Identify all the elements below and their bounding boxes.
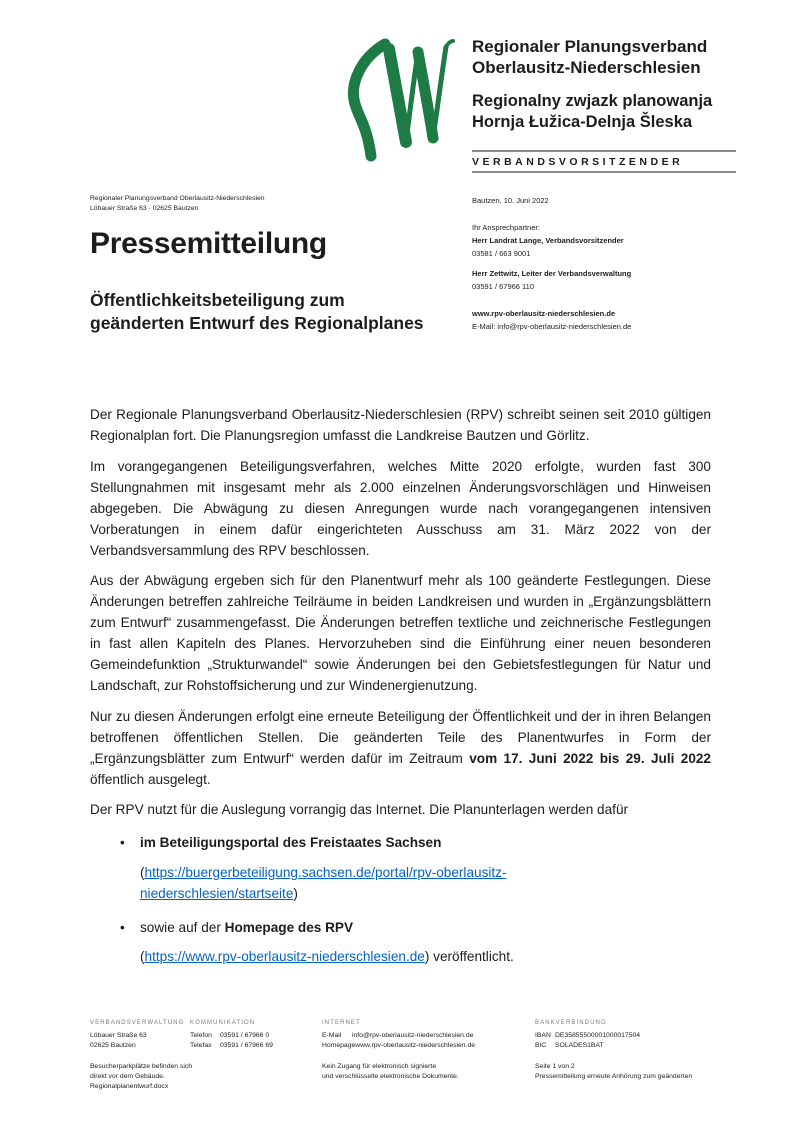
paren-open: ( [140,864,145,880]
footer-fax-label: Telefax [190,1042,212,1049]
footer-email-row [322,1031,530,1041]
paragraph-4-text: Nur zu diesen Änderungen erfolgt eine erneute Beteiligung der Öffentlichkeit und der in ihren Belangen betroffenen öffentlichen Stellen. Die geänderten Teile des Planentwurfes in Form der „Ergänzungsblätter zum Entwurf“ werden dafür im Zeitraum [90,708,711,766]
sender-line1: Regionaler Planungsverband Oberlausitz-Niederschlesien [90,195,265,202]
footer-parking-note-line2: direkt vor dem Gebäude. [90,1073,165,1080]
portal-link-line [140,862,610,904]
list-item-portal [90,832,711,904]
footer-homepage-value: www.rpv-oberlausitz-niederschlesien.de [355,1042,476,1049]
bullet-icon: • [120,919,125,935]
footer-column-bank [535,1018,725,1082]
paragraph-1: Der Regionale Planungsverband Oberlausitz-Niederschlesien (RPV) schreibt seinen seit 2010 gültigen Regionalplan fort. Die Planungsregion umfasst die Landkreise Bautzen und Görlitz. [90,407,711,443]
footer-email-value: info@rpv-oberlausitz-niederschlesien.de [352,1032,474,1039]
footer-homepage-row [322,1041,530,1051]
contact-intro: Ihr Ansprechpartner: [472,223,540,232]
contact-person1-phone: 03581 / 663 9001 [472,249,531,258]
contact-person2-phone: 03591 / 67966 110 [472,282,535,291]
footer-heading: KOMMUNIKATION [190,1020,256,1026]
bullet-icon: • [120,835,125,850]
footer-email-label: E-Mail [322,1032,342,1039]
footer-homepage-label: Homepage [322,1042,356,1049]
footer-heading: BANKVERBINDUNG [535,1020,607,1026]
footer-bic-label: BIC [535,1042,547,1049]
homepage-link[interactable]: https://www.rpv-oberlausitz-niederschlesien.de [144,949,425,964]
org-name-sorbian-line2: Hornja Łužica-Delnja Šleska [472,113,693,131]
footer-iban-label: IBAN [535,1032,551,1039]
footer-fax-row [190,1041,316,1051]
homepage-label: Homepage des RPV [224,919,354,935]
paragraph-5: Der RPV nutzt für die Auslegung vorrangig das Internet. Die Planunterlagen werden dafür [90,802,629,817]
footer-column-internet [322,1018,530,1082]
paren-open: ( [140,949,145,964]
footer-column-kommunikation [190,1018,316,1051]
footer-bic-value: SOLADES1BAT [555,1042,604,1049]
footer-filename: Regionalplanentwurf.docx [90,1083,169,1090]
footer-phone-value: 03591 / 67966 0 [220,1032,270,1039]
footer-street: Löbauer Straße 63 [90,1032,147,1039]
role-banner: VERBANDSVORSITZENDER [472,156,684,168]
footer-column-verwaltung [90,1018,193,1092]
contact-block [472,194,722,333]
dateline: Bautzen, 10. Juni 2022 [472,196,549,205]
role-banner-box [472,150,736,173]
homepage-pre-text: sowie auf der [140,919,225,935]
paragraph-4-date-range: vom 17. Juni 2022 bis 29. Juli 2022 [469,750,711,766]
contact-email: E-Mail: info@rpv-oberlausitz-niederschlesien.de [472,322,632,331]
footer-heading: VERBANDSVERWALTUNG [90,1020,185,1026]
footer-phone-row [190,1031,316,1041]
body-text [90,404,711,980]
paragraph-2: Im vorangegangenen Beteiligungsverfahren, welches Mitte 2020 erfolgte, wurden fast 300 Stellungnahmen mit insgesamt mehr als 2.000 einzelnen Änderungsvorschlägen und Hinweisen abgegeben. Die Abwägung zu diesen Anregungen wurde nach vorangegangenen intensiven Vorberatungen in einem dafür eingerichteten Ausschuss am 31. März 2022 von der Verbandsversammlung des RPV beschlossen. [90,458,711,558]
org-name-sorbian-line1: Regionalny zwjazk planowanja [472,92,713,110]
footer-iban-row [535,1031,725,1041]
footer-city: 02625 Bautzen [90,1042,136,1049]
publication-list [90,832,711,967]
page-subtitle-line1: Öffentlichkeitsbeteiligung zum [90,290,345,310]
portal-link[interactable]: https://buergerbeteiligung.sachsen.de/portal/rpv-oberlausitz-niederschlesien/startseite [140,864,507,901]
footer-heading: INTERNET [322,1020,361,1026]
portal-label: im Beteiligungsportal des Freistaates Sachsen [140,835,442,850]
page-title: Pressemitteilung [90,227,327,260]
footer-page-number: Seite 1 von 2 [535,1063,575,1070]
homepage-tail: ) veröffentlicht. [424,949,514,964]
footer-fax-value: 03591 / 67966 69 [220,1042,273,1049]
list-item-homepage [90,917,711,968]
org-name-de-line1: Regionaler Planungsverband [472,37,708,56]
sender-line2: Löbauer Straße 63 · 02625 Bautzen [90,204,199,212]
contact-person1-name: Herr Landrat Lange, Verbandsvorsitzender [472,236,624,245]
paragraph-4-tail: öffentlich ausgelegt. [90,771,211,787]
footer-doc-title: Pressemitteilung erneute Anhörung zum geänderten [535,1073,693,1080]
sender-address [90,194,265,213]
contact-website: www.rpv-oberlausitz-niederschlesien.de [472,309,616,318]
footer-signature-note-line1: Kein Zugang für elektronisch signierte [322,1063,437,1070]
paragraph-3: Aus der Abwägung ergeben sich für den Planentwurf mehr als 100 geänderte Festlegungen. Diese Änderungen betreffen zahlreiche Teilräume in beiden Landkreisen und wurden in „Ergänzungsblättern zum Entwurf“ zusammengefasst. Die Änderungen betreffen textliche und zeichnerische Festlegungen in fast allen Kapiteln des Planes. Hervorzuheben sind die Einführung einer neuen besonderen Gemeindefunktion „Strukturwandel“ sowie Änderungen bei den Gebietsfestlegungen für Natur und Landschaft, zur Rohstoffsicherung und zur Windenergienutzung. [90,573,711,693]
rpv-logo-icon [343,32,455,164]
footer-bic-row [535,1041,725,1051]
page-subtitle [90,289,424,334]
footer-parking-note-line1: Besucherparkplätze befinden sich [90,1063,193,1070]
footer-phone-label: Telefon [190,1032,212,1039]
org-name-block [472,36,712,133]
paragraph-4 [90,706,711,790]
footer-signature-note-line2: und verschlüsselte elektronische Dokumente. [322,1073,459,1080]
homepage-link-line [140,946,610,967]
org-name-de-line2: Oberlausitz-Niederschlesien [472,58,701,77]
footer-iban-value: DE35855500001000017504 [555,1032,641,1039]
paren-close: ) [293,885,298,901]
contact-person2-name: Herr Zettwitz, Leiter der Verbandsverwaltung [472,269,632,278]
page-subtitle-line2: geänderten Entwurf des Regionalplanes [90,312,424,333]
